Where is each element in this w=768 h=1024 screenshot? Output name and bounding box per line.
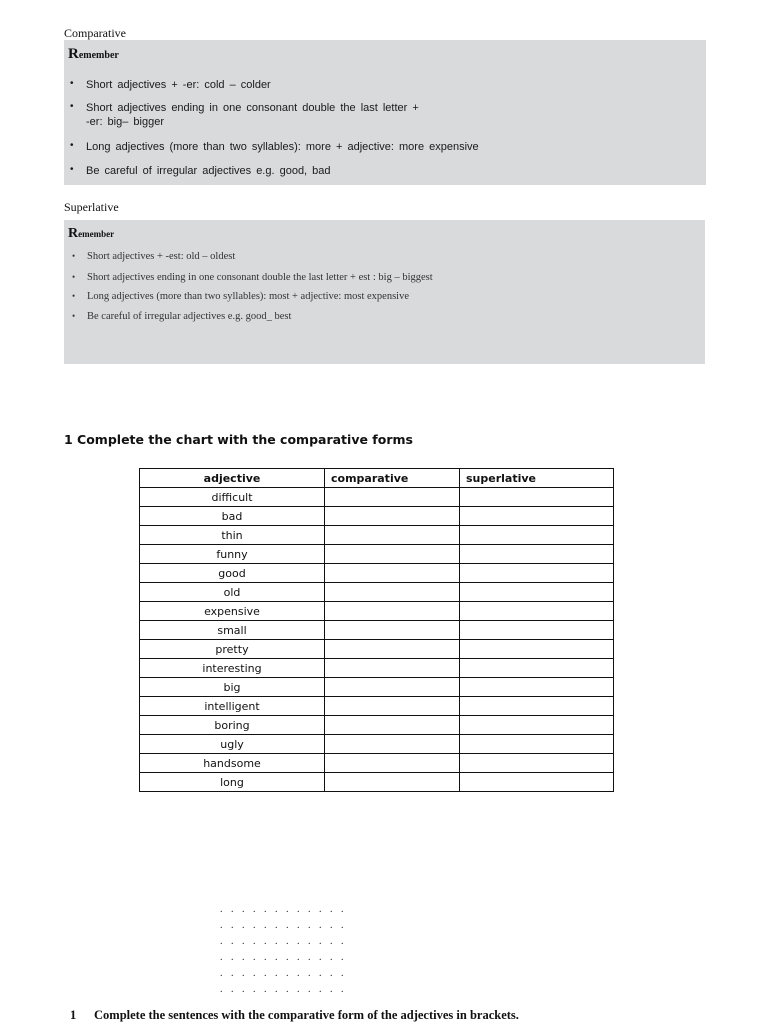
dot-line: . . . . . . . . . . . .: [220, 904, 347, 915]
rule-text: Be careful of irregular adjectives e.g. good, bad: [86, 165, 331, 177]
adjective-cell: boring: [140, 716, 325, 735]
comparative-answer-cell[interactable]: [325, 659, 460, 678]
comparative-answer-cell[interactable]: [325, 564, 460, 583]
table-row: [140, 507, 614, 526]
bullet-icon: •: [70, 164, 74, 175]
rule-text: Short adjectives + -est: old – oldest: [87, 251, 236, 262]
adjective-cell: ugly: [140, 735, 325, 754]
rule-text: Long adjectives (more than two syllables): more + adjective: more expensive: [86, 141, 479, 153]
rule-text: Be careful of irregular adjectives e.g. good_ best: [87, 311, 292, 322]
adjective-cell: big: [140, 678, 325, 697]
bullet-icon: •: [70, 140, 74, 151]
adjective-cell: old: [140, 583, 325, 602]
superlative-remember-heading: [68, 226, 114, 242]
table-row: [140, 488, 614, 507]
adjective-cell: handsome: [140, 754, 325, 773]
superlative-answer-cell[interactable]: [460, 602, 614, 621]
remember-rest: emember: [78, 229, 115, 239]
exercise-2-instruction: Complete the sentences with the comparative form of the adjectives in brackets.: [94, 1008, 519, 1022]
dot-line: . . . . . . . . . . . .: [220, 936, 347, 947]
comparative-answer-cell[interactable]: [325, 697, 460, 716]
bullet-icon: •: [70, 78, 74, 89]
rule-text: Long adjectives (more than two syllables): most + adjective: most expensive: [87, 291, 410, 302]
comparative-remember-box: [64, 40, 706, 185]
table-row: [140, 678, 614, 697]
superlative-answer-cell[interactable]: [460, 545, 614, 564]
superlative-answer-cell[interactable]: [460, 507, 614, 526]
superlative-label: Superlative: [64, 200, 119, 214]
adjective-cell: pretty: [140, 640, 325, 659]
dot-line: . . . . . . . . . . . .: [220, 952, 347, 963]
table-row: [140, 659, 614, 678]
bullet-icon: •: [72, 311, 76, 321]
superlative-answer-cell[interactable]: [460, 773, 614, 792]
adjective-cell: difficult: [140, 488, 325, 507]
superlative-answer-cell[interactable]: [460, 526, 614, 545]
table-header-row: [140, 469, 614, 488]
superlative-answer-cell[interactable]: [460, 735, 614, 754]
column-header-superlative: superlative: [460, 469, 614, 488]
superlative-answer-cell[interactable]: [460, 488, 614, 507]
adjective-cell: bad: [140, 507, 325, 526]
exercise-1-title: 1 Complete the chart with the comparative forms: [64, 432, 413, 447]
table-row: [140, 735, 614, 754]
superlative-answer-cell[interactable]: [460, 583, 614, 602]
adjective-cell: small: [140, 621, 325, 640]
adjective-cell: expensive: [140, 602, 325, 621]
table-row: [140, 526, 614, 545]
superlative-answer-cell[interactable]: [460, 697, 614, 716]
comparative-answer-cell[interactable]: [325, 526, 460, 545]
comparative-answer-cell[interactable]: [325, 545, 460, 564]
dot-line: . . . . . . . . . . . .: [220, 984, 347, 995]
superlative-answer-cell[interactable]: [460, 640, 614, 659]
comparative-answer-cell[interactable]: [325, 507, 460, 526]
comparative-answer-cell[interactable]: [325, 621, 460, 640]
comparative-answer-cell[interactable]: [325, 678, 460, 697]
table-row: [140, 621, 614, 640]
adjective-cell: funny: [140, 545, 325, 564]
column-header-comparative: comparative: [325, 469, 460, 488]
dot-line: . . . . . . . . . . . .: [220, 920, 347, 931]
comparative-answer-cell[interactable]: [325, 716, 460, 735]
adjective-cell: thin: [140, 526, 325, 545]
adjective-cell: intelligent: [140, 697, 325, 716]
column-header-adjective: adjective: [140, 469, 325, 488]
superlative-remember-box: [64, 220, 705, 364]
table-row: [140, 754, 614, 773]
table-row: [140, 773, 614, 792]
comparative-label: Comparative: [64, 26, 126, 40]
bullet-icon: •: [72, 251, 76, 261]
comparative-remember-heading: [68, 46, 119, 63]
rule-text: Short adjectives ending in one consonant double the last letter + est : big – biggest: [87, 272, 433, 283]
remember-initial: R: [68, 46, 79, 62]
table-row: [140, 564, 614, 583]
comparative-answer-cell[interactable]: [325, 773, 460, 792]
superlative-answer-cell[interactable]: [460, 564, 614, 583]
adjective-cell: good: [140, 564, 325, 583]
table-row: [140, 583, 614, 602]
comparative-answer-cell[interactable]: [325, 583, 460, 602]
bullet-icon: •: [72, 272, 76, 282]
superlative-answer-cell[interactable]: [460, 754, 614, 773]
bullet-icon: •: [70, 101, 74, 112]
rule-text-continuation: -er: big– bigger: [86, 116, 164, 128]
remember-initial: R: [68, 226, 79, 241]
comparative-answer-cell[interactable]: [325, 640, 460, 659]
comparative-answer-cell[interactable]: [325, 754, 460, 773]
table-row: [140, 640, 614, 659]
superlative-answer-cell[interactable]: [460, 716, 614, 735]
rule-text: Short adjectives ending in one consonant double the last letter +: [86, 102, 419, 114]
table-row: [140, 697, 614, 716]
adjective-cell: interesting: [140, 659, 325, 678]
dot-line: . . . . . . . . . . . .: [220, 968, 347, 979]
comparative-answer-cell[interactable]: [325, 602, 460, 621]
table-row: [140, 602, 614, 621]
comparative-answer-cell[interactable]: [325, 735, 460, 754]
exercise-2-number: 1: [70, 1008, 77, 1022]
superlative-answer-cell[interactable]: [460, 678, 614, 697]
table-row: [140, 716, 614, 735]
remember-rest: emember: [78, 50, 119, 61]
rule-text: Short adjectives + -er: cold – colder: [86, 79, 271, 91]
superlative-answer-cell[interactable]: [460, 659, 614, 678]
table-row: [140, 545, 614, 564]
bullet-icon: •: [72, 291, 76, 301]
comparative-answer-cell[interactable]: [325, 488, 460, 507]
comparative-chart-table: [139, 468, 614, 792]
adjective-cell: long: [140, 773, 325, 792]
superlative-answer-cell[interactable]: [460, 621, 614, 640]
